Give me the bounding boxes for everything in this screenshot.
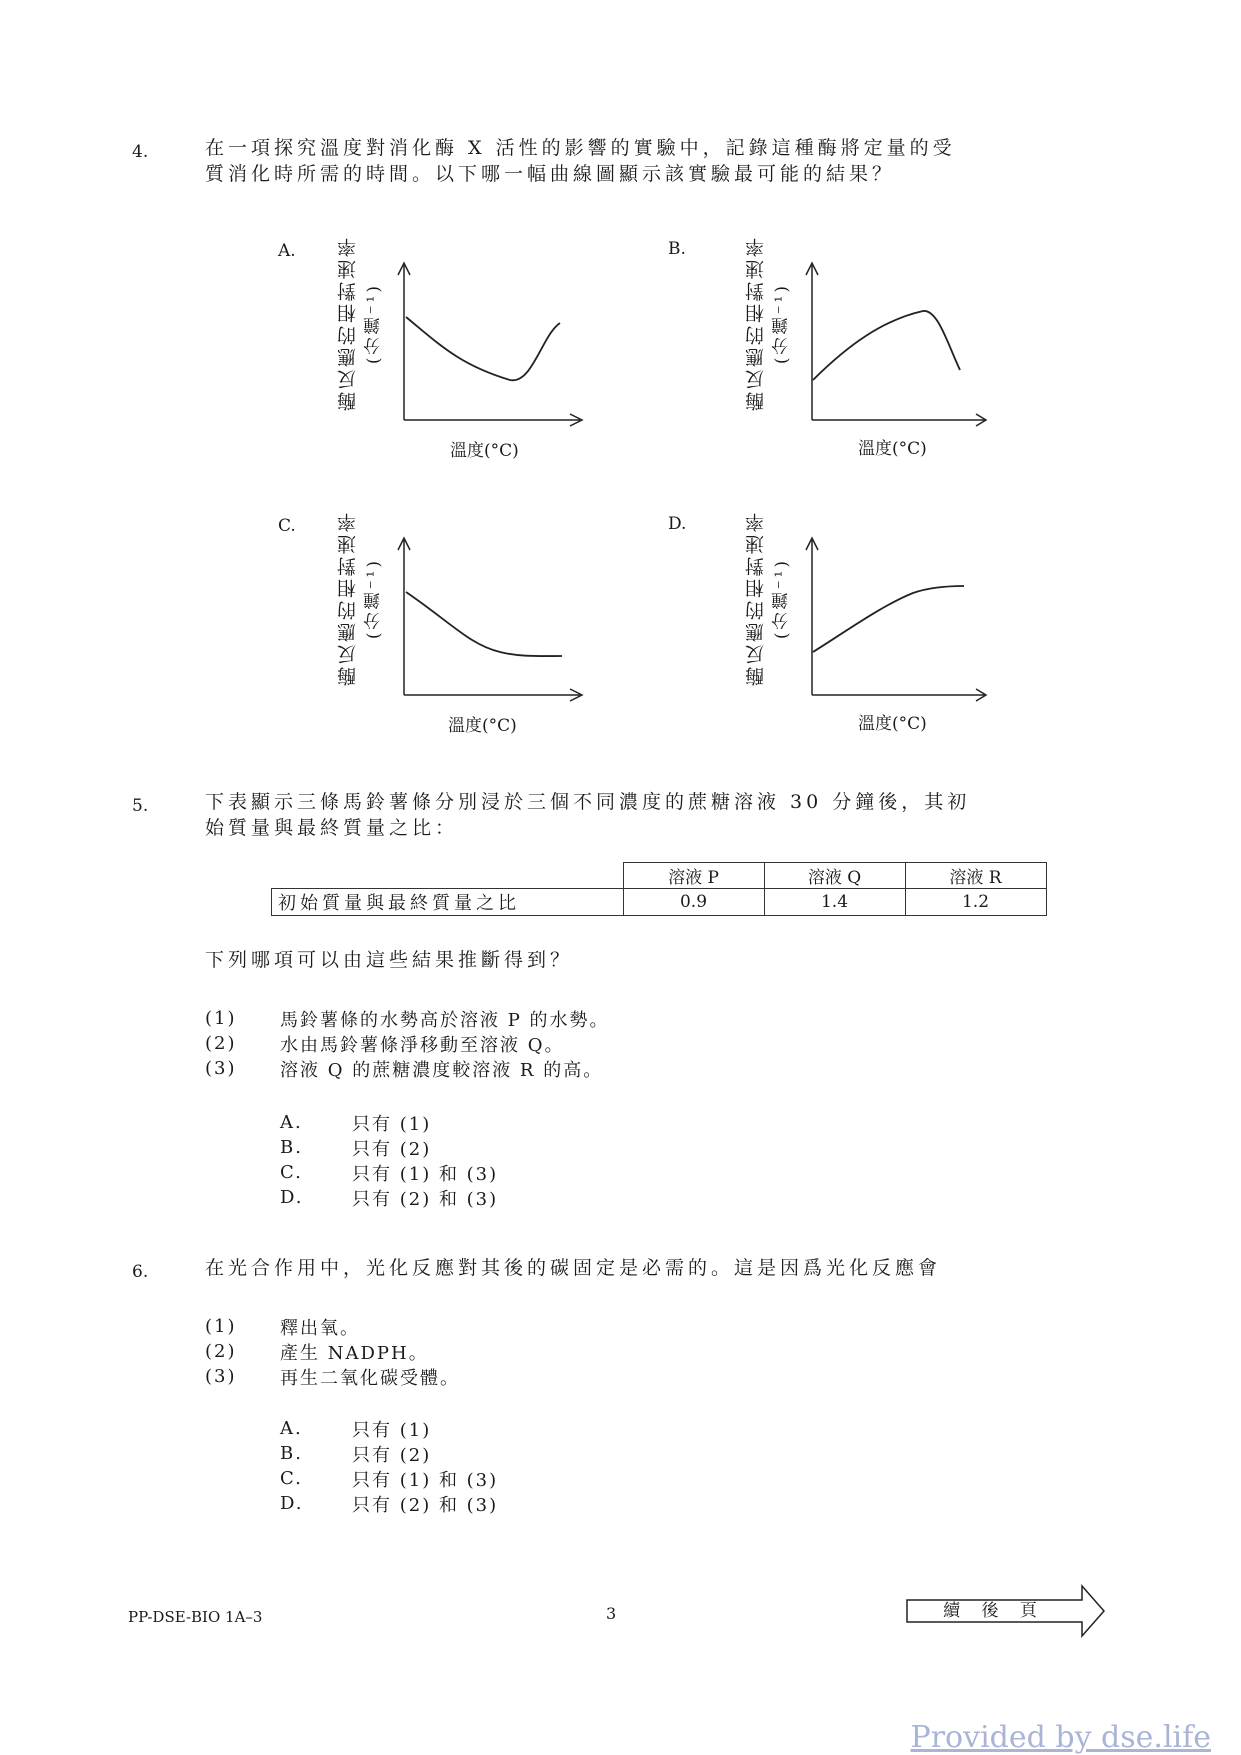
graph-b-xlabel: 溫度(°C) <box>858 439 927 459</box>
table-row-label: 初始質量與最終質量之比 <box>272 889 624 916</box>
graph-d <box>668 510 988 745</box>
graph-c-ylabel: 酶反應的相對速率 <box>337 510 359 686</box>
q6-option-a: 只有 (1) <box>352 1420 432 1441</box>
table-cell-r: 1.2 <box>905 889 1046 916</box>
q6-statement-3: 再生二氧化碳受體。 <box>280 1368 460 1389</box>
table-header-r: 溶液 R <box>905 863 1046 889</box>
q6-option-b: 只有 (2) <box>352 1445 432 1466</box>
q6-statement-1: 釋出氧。 <box>280 1318 360 1339</box>
q6-number: 6. <box>132 1262 149 1282</box>
q5-option-a: 只有 (1) <box>352 1114 432 1135</box>
q5-text-line2: 始質量與最終質量之比： <box>205 817 459 839</box>
graph-d-letter: D. <box>668 514 687 534</box>
continue-label: 續 後 頁 <box>943 1601 1045 1621</box>
graph-c <box>270 510 590 745</box>
q4-text-line1: 在一項探究溫度對消化酶 X 活性的影響的實驗中，記錄這種酶將定量的受 <box>205 137 956 159</box>
q5-option-c-letter: C. <box>280 1162 303 1183</box>
q6-option-b-letter: B. <box>280 1443 303 1464</box>
q5-option-d-letter: D. <box>280 1187 304 1208</box>
q4-number: 4. <box>132 142 149 162</box>
q5-text-line1: 下表顯示三條馬鈴薯條分別浸於三個不同濃度的蔗糖溶液 30 分鐘後，其初 <box>205 791 971 813</box>
q5-statement-2: 水由馬鈴薯條淨移動至溶液 Q。 <box>280 1035 565 1056</box>
table-corner <box>272 863 624 889</box>
q6-option-c-letter: C. <box>280 1468 303 1489</box>
graph-c-letter: C. <box>278 516 296 536</box>
page-number: 3 <box>606 1604 617 1623</box>
q6-statement-2-num: (2) <box>205 1341 237 1362</box>
continue-arrow <box>906 1584 1106 1638</box>
q5-number: 5. <box>132 796 149 816</box>
q5-ratio-table <box>271 862 1047 916</box>
graph-c-yunit: (分鐘⁻¹) <box>364 558 384 640</box>
q6-option-d-letter: D. <box>280 1493 304 1514</box>
q6-statement-2: 產生 NADPH。 <box>280 1343 429 1364</box>
graph-c-xlabel: 溫度(°C) <box>448 716 517 736</box>
q5-option-c: 只有 (1) 和 (3) <box>352 1164 499 1185</box>
graph-a-yunit: (分鐘⁻¹) <box>364 283 384 365</box>
graph-d-curve <box>813 586 964 652</box>
graph-a-letter: A. <box>278 241 296 261</box>
table-row <box>272 889 1047 916</box>
graph-c-curve <box>406 592 562 656</box>
graph-b-ylabel: 酶反應的相對速率 <box>745 235 767 411</box>
graph-a <box>270 235 590 470</box>
q6-statement-1-num: (1) <box>205 1316 237 1337</box>
q5-option-a-letter: A. <box>280 1112 303 1133</box>
q5-option-b-letter: B. <box>280 1137 303 1158</box>
graph-a-axes <box>270 235 590 470</box>
table-header-row <box>272 863 1047 889</box>
graph-b <box>668 235 988 470</box>
q5-statement-1-num: (1) <box>205 1008 237 1029</box>
graph-a-ylabel: 酶反應的相對速率 <box>337 235 359 411</box>
q5-option-b: 只有 (2) <box>352 1139 432 1160</box>
graph-d-xlabel: 溫度(°C) <box>858 714 927 734</box>
graph-b-letter: B. <box>668 239 686 259</box>
graph-b-yunit: (分鐘⁻¹) <box>772 283 792 365</box>
q5-statement-3-num: (3) <box>205 1058 237 1079</box>
graph-d-axes <box>668 510 988 745</box>
graph-b-curve <box>813 311 960 380</box>
q6-option-a-letter: A. <box>280 1418 303 1439</box>
table-cell-p: 0.9 <box>623 889 764 916</box>
q4-text-line2: 質消化時所需的時間。以下哪一幅曲線圖顯示該實驗最可能的結果？ <box>205 163 896 185</box>
footer-code: PP-DSE-BIO 1A–3 <box>128 1608 263 1626</box>
q6-option-d: 只有 (2) 和 (3) <box>352 1495 499 1516</box>
q5-option-d: 只有 (2) 和 (3) <box>352 1189 499 1210</box>
q5-statement-1: 馬鈴薯條的水勢高於溶液 P 的水勢。 <box>280 1010 610 1031</box>
graph-b-axes <box>668 235 988 470</box>
q5-prompt: 下列哪項可以由這些結果推斷得到？ <box>205 949 574 971</box>
provided-by-link[interactable]: Provided by dse.life <box>910 1720 1211 1755</box>
q5-statement-2-num: (2) <box>205 1033 237 1054</box>
graph-d-yunit: (分鐘⁻¹) <box>772 558 792 640</box>
table-cell-q: 1.4 <box>764 889 905 916</box>
q6-statement-3-num: (3) <box>205 1366 237 1387</box>
q5-statement-3: 溶液 Q 的蔗糖濃度較溶液 R 的高。 <box>280 1060 604 1081</box>
graph-c-axes <box>270 510 590 745</box>
q6-option-c: 只有 (1) 和 (3) <box>352 1470 499 1491</box>
graph-d-ylabel: 酶反應的相對速率 <box>745 510 767 686</box>
graph-a-curve <box>406 317 560 380</box>
q6-text: 在光合作用中，光化反應對其後的碳固定是必需的。這是因爲光化反應會 <box>205 1257 942 1279</box>
table-header-p: 溶液 P <box>623 863 764 889</box>
graph-a-xlabel: 溫度(°C) <box>450 441 519 461</box>
table-header-q: 溶液 Q <box>764 863 905 889</box>
